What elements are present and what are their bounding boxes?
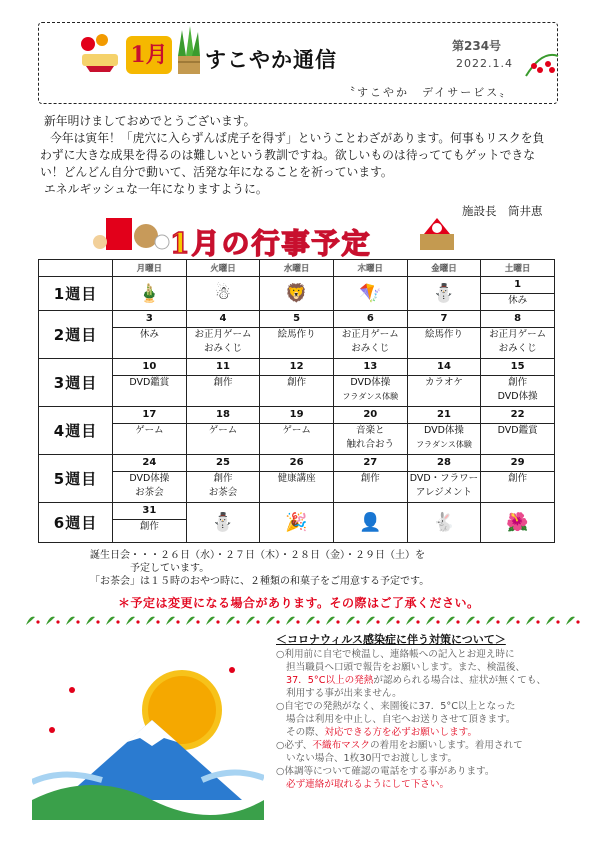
- week-label: 5週目: [39, 455, 113, 503]
- bamboo-leaf-icon: [506, 617, 515, 625]
- decoration-icon: 🎍: [138, 282, 161, 304]
- event-label: フラダンス体験: [342, 392, 399, 401]
- tea-note: 「お茶会」は１５時のおやつ時に、２種類の和菓子をご用意する予定です。: [90, 576, 430, 587]
- berry-icon: [336, 620, 339, 623]
- shrine-icon: [416, 214, 458, 254]
- day-cell: [113, 407, 187, 455]
- birthday-note: 誕生日会・・・２６日（水）・２７日（木）・２８日（金）・２９日（土）を: [90, 550, 425, 561]
- event-label: お正月ゲーム: [194, 329, 252, 340]
- newsletter-title: すこやか通信: [205, 48, 337, 72]
- event-label: 創作: [213, 473, 233, 484]
- event-label: 触れ合おう: [346, 439, 395, 450]
- day-number: 24: [113, 455, 186, 472]
- day-cell: [260, 455, 334, 503]
- berry-icon: [236, 620, 239, 623]
- event-label: DVD体操: [423, 425, 464, 436]
- day-cell: [186, 407, 260, 455]
- org-name: 〝すこやか デイサービス〟: [344, 86, 513, 99]
- event-label: DVD鑑賞: [129, 377, 170, 388]
- berry-icon: [156, 620, 159, 623]
- greeting-line: エネルギッシュな一年になりますように。: [44, 182, 268, 196]
- event-label: 創作: [139, 521, 159, 532]
- day-cell: [481, 407, 555, 455]
- covid-notice-list: [276, 648, 576, 791]
- day-cell: [481, 503, 555, 543]
- event-label: ゲーム: [282, 425, 311, 436]
- day-cell: [260, 407, 334, 455]
- bamboo-leaf-icon: [106, 617, 115, 625]
- event-label: おみくじ: [203, 343, 242, 354]
- day-cell: [113, 311, 187, 359]
- bamboo-leaf-icon: [406, 617, 415, 625]
- bamboo-leaf-icon: [426, 617, 435, 625]
- week-row: [39, 407, 555, 455]
- bamboo-leaf-icon: [486, 617, 495, 625]
- day-number: 29: [481, 455, 554, 472]
- decoration-icon: 👤: [359, 511, 382, 533]
- event-label: お茶会: [135, 487, 164, 498]
- day-number: 1: [481, 277, 554, 294]
- covid-item-cont: 利用する事が出来ません。: [286, 688, 402, 699]
- day-cell: [407, 503, 481, 543]
- day-cell: [260, 311, 334, 359]
- bamboo-leaf-icon: [146, 617, 155, 625]
- berry-icon: [536, 620, 539, 623]
- day-number: 21: [408, 407, 481, 424]
- day-number: 17: [113, 407, 186, 424]
- covid-item: ○体調等について確認の電話をする事があります。: [276, 766, 495, 777]
- event-label: DVD体操: [497, 391, 538, 402]
- decoration-icon: ⛄: [211, 511, 235, 533]
- berry-icon: [136, 620, 139, 623]
- bamboo-leaf-icon: [366, 617, 375, 625]
- week-row: [39, 311, 555, 359]
- day-cell: [333, 359, 407, 407]
- weekday-header: 火曜日: [186, 260, 260, 277]
- berry-icon: [396, 620, 399, 623]
- berry-icon: [36, 620, 39, 623]
- berry-icon: [576, 620, 579, 623]
- day-cell: [407, 455, 481, 503]
- event-label: フラダンス体験: [416, 440, 472, 449]
- greeting-line: 新年明けましておめでとうございます。: [44, 114, 256, 128]
- day-cell: [333, 455, 407, 503]
- berry-icon: [456, 620, 459, 623]
- day-number: 7: [408, 311, 481, 328]
- week-row: [39, 455, 555, 503]
- day-cell: [113, 359, 187, 407]
- corner-cell: [39, 260, 113, 277]
- day-number: 10: [113, 359, 186, 376]
- birthday-note: 予定しています。: [130, 563, 210, 574]
- berry-icon: [356, 620, 359, 623]
- berry-icon: [216, 620, 219, 623]
- bamboo-leaf-icon: [206, 617, 215, 625]
- day-number: 27: [334, 455, 407, 472]
- berry-icon: [176, 620, 179, 623]
- bamboo-leaf-icon: [326, 617, 335, 625]
- berry-icon: [556, 620, 559, 623]
- event-label: DVD体操: [350, 377, 391, 388]
- day-cell: [186, 311, 260, 359]
- covid-item: ○利用前に自宅で検温し、連絡帳への記入とお迎え時に: [276, 649, 515, 660]
- bamboo-leaf-icon: [226, 617, 235, 625]
- day-number: 11: [187, 359, 260, 376]
- berry-icon: [196, 620, 199, 623]
- bamboo-leaf-icon: [46, 617, 55, 625]
- bamboo-leaf-icon: [266, 617, 275, 625]
- day-cell: [113, 455, 187, 503]
- week-label: 4週目: [39, 407, 113, 455]
- day-number: 4: [187, 311, 260, 328]
- event-label: アレジメント: [415, 487, 472, 498]
- day-number: 3: [113, 311, 186, 328]
- schedule-title: 1月の行事予定: [170, 227, 372, 260]
- bamboo-leaf-icon: [386, 617, 395, 625]
- day-number: 25: [187, 455, 260, 472]
- berry-icon: [416, 620, 419, 623]
- bamboo-leaf-icon: [186, 617, 195, 625]
- event-label: 創作: [213, 377, 233, 388]
- bamboo-leaf-icon: [246, 617, 255, 625]
- day-number: 5: [260, 311, 333, 328]
- day-number: 13: [334, 359, 407, 376]
- decoration-icon: 🦁: [285, 282, 308, 304]
- day-number: 8: [481, 311, 554, 328]
- event-label: お茶会: [208, 487, 238, 498]
- berry-icon: [256, 620, 259, 623]
- event-label: おみくじ: [498, 343, 537, 354]
- berry-icon: [76, 620, 79, 623]
- new-year-animals-icon: [92, 212, 170, 258]
- weekday-header: 水曜日: [260, 260, 334, 277]
- event-label: ゲーム: [135, 425, 164, 436]
- day-cell: [333, 503, 407, 543]
- berry-icon: [316, 620, 319, 623]
- event-label: ゲーム: [208, 425, 238, 436]
- director-name: 施設長 筒井恵: [462, 204, 543, 218]
- bamboo-border-icon: [20, 613, 580, 627]
- day-cell: [186, 503, 260, 543]
- berry-icon: [96, 620, 99, 623]
- event-label: おみくじ: [351, 343, 390, 354]
- bamboo-leaf-icon: [566, 617, 575, 625]
- event-label: カラオケ: [425, 377, 463, 388]
- weekday-header: 金曜日: [407, 260, 481, 277]
- event-label: 休み: [508, 295, 528, 306]
- greeting-line: 今年は寅年！「虎穴に入らずんば虎子を得ず」ということわざがあります。何事もリスクを負: [50, 131, 545, 145]
- covid-item-cont: いない場合、1枚30円でお渡しします。: [286, 753, 458, 764]
- bamboo-leaf-icon: [466, 617, 475, 625]
- event-label: 健康講座: [277, 473, 316, 484]
- greeting-line: い！どんどん自分で動いて、活発な年になることを祈っています。: [40, 165, 393, 179]
- day-cell: [481, 311, 555, 359]
- weekday-header: 月曜日: [113, 260, 187, 277]
- event-label: 休み: [139, 329, 159, 340]
- berry-icon: [436, 620, 439, 623]
- covid-item-cont: 37．5°C以上の発熱が認められる場合は、症状が無くても、: [286, 675, 547, 686]
- day-number: 18: [187, 407, 260, 424]
- kadomatsu-icon: [78, 30, 122, 74]
- event-label: 絵馬作り: [424, 329, 463, 340]
- issue-date: 2022.1.4: [456, 57, 513, 70]
- weekday-header: 土曜日: [481, 260, 555, 277]
- week-label: 2週目: [39, 311, 113, 359]
- bamboo-leaf-icon: [526, 617, 535, 625]
- week-label: 1週目: [39, 277, 113, 311]
- day-number: 28: [408, 455, 481, 472]
- day-cell: [407, 359, 481, 407]
- event-label: DVD体操: [129, 473, 170, 484]
- decoration-icon: ☃: [214, 282, 232, 304]
- decoration-icon: 🌺: [506, 511, 529, 533]
- event-notes: [90, 549, 429, 588]
- covid-item-cont: 必ず連絡が取れるようにして下さい。: [286, 779, 450, 790]
- decoration-icon: ⛄: [432, 282, 456, 304]
- event-label: 絵馬作り: [277, 329, 316, 340]
- bamboo-leaf-icon: [346, 617, 355, 625]
- bamboo-leaf-icon: [446, 617, 455, 625]
- bamboo-leaf-icon: [286, 617, 295, 625]
- day-cell: [407, 407, 481, 455]
- decoration-icon: 🎉: [285, 511, 308, 533]
- covid-item-cont: 場合は利用を中止し、自宅へお送りさせて頂きます。: [286, 714, 516, 725]
- greeting-text: [40, 113, 560, 198]
- day-number: 26: [260, 455, 333, 472]
- day-cell: [481, 277, 555, 311]
- berry-icon: [296, 620, 299, 623]
- change-warning: ＊予定は変更になる場合があります。その際はご了承ください。: [118, 596, 480, 610]
- covid-item-cont: 担当職員へ口頭で報告をお願いします。また、検温後、: [286, 662, 526, 673]
- day-cell: [407, 277, 481, 311]
- bamboo-leaf-icon: [166, 617, 175, 625]
- kadomatsu-icon: [174, 26, 204, 76]
- day-number: 22: [481, 407, 554, 424]
- bamboo-leaf-icon: [86, 617, 95, 625]
- week-row: [39, 503, 555, 543]
- bamboo-leaf-icon: [126, 617, 135, 625]
- day-number: 31: [113, 503, 186, 520]
- event-label: お正月ゲーム: [489, 329, 547, 340]
- event-label: DVD鑑賞: [497, 425, 538, 436]
- schedule-calendar: [38, 259, 555, 543]
- berry-icon: [516, 620, 519, 623]
- day-number: 12: [260, 359, 333, 376]
- event-label: 創作: [508, 473, 528, 484]
- day-cell: [260, 359, 334, 407]
- decoration-icon: 🐇: [432, 511, 456, 533]
- event-label: お正月ゲーム: [341, 329, 399, 340]
- day-number: 6: [334, 311, 407, 328]
- event-label: DVD・フラワー: [409, 473, 479, 484]
- decoration-icon: 🪁: [359, 282, 382, 304]
- week-row: [39, 359, 555, 407]
- berry-icon: [56, 620, 59, 623]
- berry-icon: [276, 620, 279, 623]
- covid-item-cont: その際、対応できる方を必ずお願いします。: [286, 727, 478, 738]
- day-cell: [260, 503, 334, 543]
- bamboo-leaf-icon: [306, 617, 315, 625]
- day-cell: [113, 503, 187, 543]
- day-cell: [333, 311, 407, 359]
- day-number: 19: [260, 407, 333, 424]
- day-number: 20: [334, 407, 407, 424]
- berry-icon: [496, 620, 499, 623]
- day-cell: [186, 277, 260, 311]
- day-cell: [481, 359, 555, 407]
- berry-icon: [116, 620, 119, 623]
- bamboo-leaf-icon: [66, 617, 75, 625]
- day-number: 15: [481, 359, 554, 376]
- issue-number: 第234号: [452, 39, 502, 53]
- week-label: 3週目: [39, 359, 113, 407]
- covid-item: ○自宅での発熱がなく、来園後に37．5°C以上となった: [276, 701, 516, 712]
- day-cell: [333, 277, 407, 311]
- mount-fuji-sunrise-image: [32, 650, 264, 820]
- day-cell: [113, 277, 187, 311]
- day-cell: [186, 455, 260, 503]
- bamboo-leaf-icon: [26, 617, 35, 625]
- berry-icon: [476, 620, 479, 623]
- bamboo-leaf-icon: [546, 617, 555, 625]
- greeting-line: わずに大きな成果を得るのは難しいという教訓ですね。欲しいものは待っててもゲットできな: [40, 148, 535, 162]
- event-label: 創作: [360, 473, 380, 484]
- event-label: 音楽と: [356, 425, 385, 436]
- berry-icon: [376, 620, 379, 623]
- covid-item: ○必ず、不織布マスクの着用をお願いします。着用されて: [276, 740, 523, 751]
- event-label: 創作: [508, 377, 528, 388]
- day-cell: [407, 311, 481, 359]
- event-label: 創作: [287, 377, 307, 388]
- nanten-icon: [522, 46, 562, 80]
- day-number: 14: [408, 359, 481, 376]
- weekday-header: 木曜日: [333, 260, 407, 277]
- covid-notice-title: ＜コロナウィルス感染症に伴う対策について＞: [276, 633, 506, 646]
- week-label: 6週目: [39, 503, 113, 543]
- month-badge: 1月: [126, 36, 172, 74]
- week-row: [39, 277, 555, 311]
- day-cell: [260, 277, 334, 311]
- day-cell: [333, 407, 407, 455]
- day-cell: [481, 455, 555, 503]
- day-cell: [186, 359, 260, 407]
